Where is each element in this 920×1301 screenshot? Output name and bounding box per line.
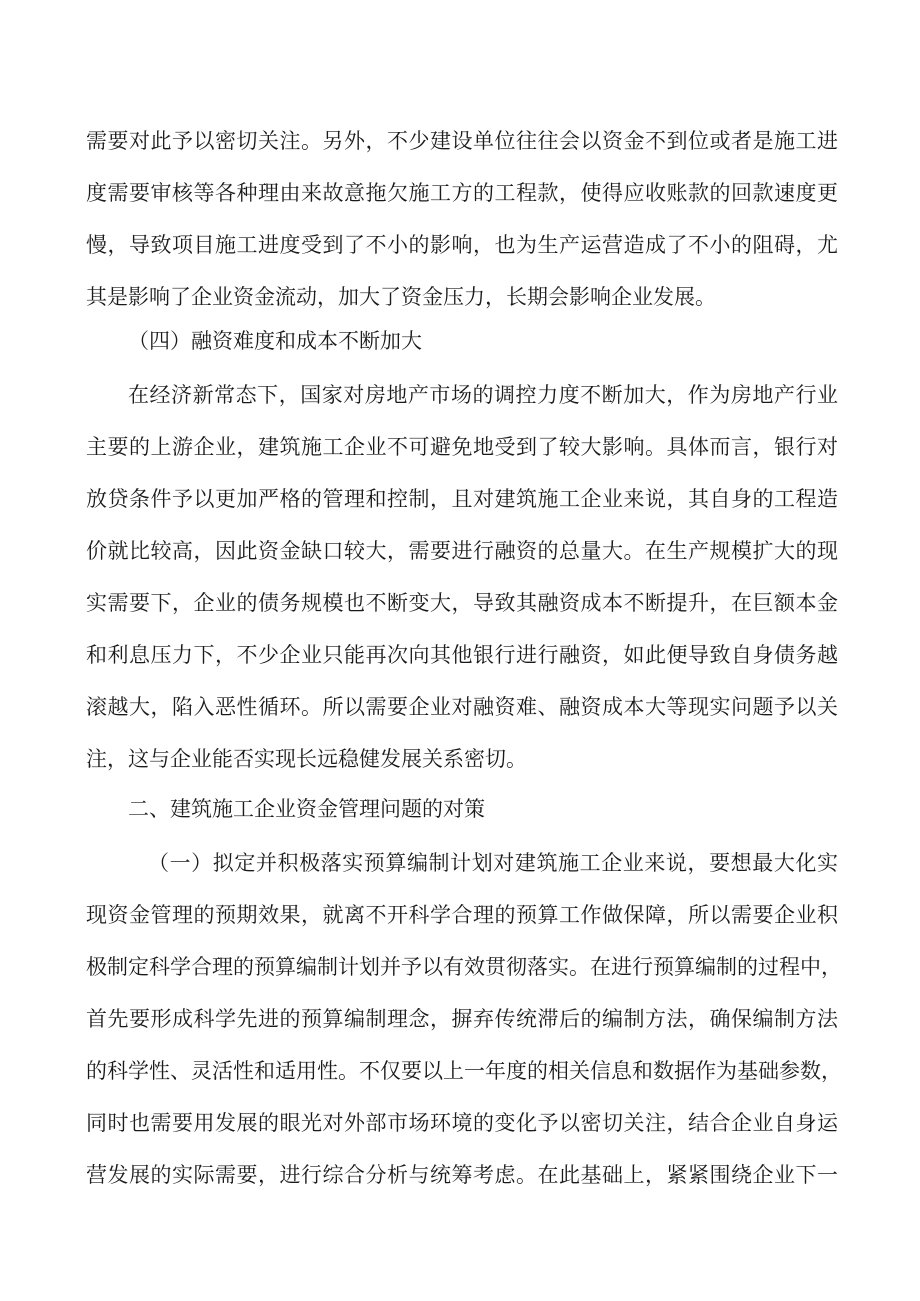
- paragraph-3-line-5: 的科学性、灵活性和适用性。不仅要以上一年度的相关信息和数据作为基础参数，: [86, 1059, 842, 1083]
- paragraph-3-line-7: 营发展的实际需要，进行综合分析与统筹考虑。在此基础上，紧紧围绕企业下一: [86, 1163, 838, 1187]
- paragraph-2-line-1: 在经济新常态下，国家对房地产市场的调控力度不断加大，作为房地产行业: [128, 383, 838, 407]
- section-heading-4: （四）融资难度和成本不断加大: [128, 329, 422, 353]
- paragraph-1-line-3: 慢，导致项目施工进度受到了不小的影响，也为生产运营造成了不小的阻碍，尤: [86, 233, 838, 257]
- paragraph-2-line-5: 实需要下，企业的债务规模也不断变大，导致其融资成本不断提升，在巨额本金: [86, 591, 838, 615]
- paragraph-1-line-1: 需要对此予以密切关注。另外，不少建设单位往往会以资金不到位或者是施工进: [86, 129, 838, 153]
- paragraph-3-line-4: 首先要形成科学先进的预算编制理念，摒弃传统滞后的编制方法，确保编制方法: [86, 1007, 838, 1031]
- paragraph-3-line-3: 极制定科学合理的预算编制计划并予以有效贯彻落实。在进行预算编制的过程中，: [86, 955, 842, 979]
- paragraph-1-line-4: 其是影响了企业资金流动，加大了资金压力，长期会影响企业发展。: [86, 285, 716, 309]
- paragraph-2-line-2: 主要的上游企业，建筑施工企业不可避免地受到了较大影响。具体而言，银行对: [86, 435, 838, 459]
- paragraph-3-line-6: 同时也需要用发展的眼光对外部市场环境的变化予以密切关注，结合企业自身运: [86, 1111, 838, 1135]
- paragraph-3-line-2: 现资金管理的预期效果，就离不开科学合理的预算工作做保障，所以需要企业积: [86, 903, 838, 927]
- section-heading-2: 二、建筑施工企业资金管理问题的对策: [128, 797, 485, 821]
- paragraph-2-line-7: 滚越大，陷入恶性循环。所以需要企业对融资难、融资成本大等现实问题予以关: [86, 695, 838, 719]
- paragraph-2-line-3: 放贷条件予以更加严格的管理和控制，且对建筑施工企业来说，其自身的工程造: [86, 487, 838, 511]
- paragraph-2-line-4: 价就比较高，因此资金缺口较大，需要进行融资的总量大。在生产规模扩大的现: [86, 539, 838, 563]
- paragraph-3-line-1: （一）拟定并积极落实预算编制计划对建筑施工企业来说，要想最大化实: [148, 851, 838, 875]
- paragraph-2-line-6: 和利息压力下，不少企业只能再次向其他银行进行融资，如此便导致自身债务越: [86, 643, 838, 667]
- paragraph-1-line-2: 度需要审核等各种理由来故意拖欠施工方的工程款，使得应收账款的回款速度更: [86, 181, 838, 205]
- paragraph-2-line-8: 注，这与企业能否实现长远稳健发展关系密切。: [86, 747, 527, 771]
